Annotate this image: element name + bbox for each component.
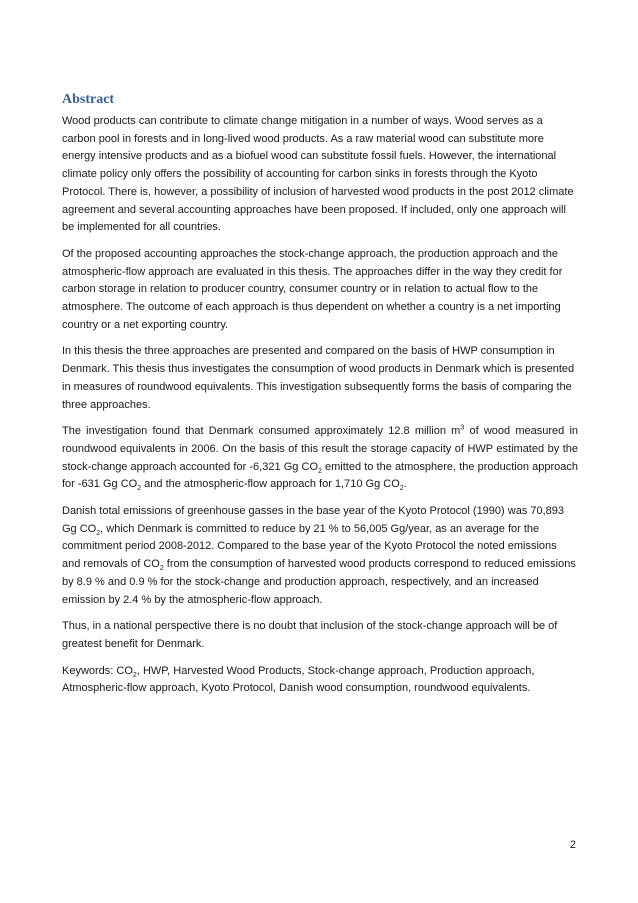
keywords-text-1: Keywords: CO [62,664,133,677]
p5-text-1: Danish total emissions of greenhouse gasses in the base year of the Kyoto Protocol (1990) was 70,893 Gg CO [62,505,565,535]
p4-sub-1: 2 [318,467,322,475]
p5-sub-1: 2 [96,529,101,537]
keywords-paragraph [62,663,578,698]
p4-text-2: of wood measured in roundwood equivalents in 2006. On the basis of this result the storage capacity of HWP estimated by the stock-change approach accounted for -6,321 Gg CO [62,425,578,473]
p4-text-3: emitted to the atmosphere, the production approach for -631 Gg CO [62,460,578,491]
keywords-text-2: , HWP, Harvested Wood Products, Stock-change approach, Production approach, Atmospheric-flow approach, Kyoto Protocol, Danish wood consumption, roundwood equivalents. [62,664,535,695]
p5-sub-2: 2 [159,565,164,573]
abstract-paragraph-1: Wood products can contribute to climate change mitigation in a number of ways. Wood serves as a carbon pool in forests and in long-lived wood products. As a raw material wood can substitute more energy intensive products and as a biofuel wood can substitute fossil fuels. However, the international climate policy only offers the possibility of accounting for carbon sinks in forests through the Kyoto Protocol. There is, however, a possibility of inclusion of harvested wood products in the post 2012 climate agreement and several accounting approaches have been proposed. If included, only one approach will be implemented for all countries. [62,115,574,234]
abstract-paragraph-4 [62,423,578,494]
p5-text-3: from the consumption of harvested wood products correspond to reduced emissions by 8.9 % and 0.9 % for the stock-change and production approach, respectively, and an increased emission by 2.4 % by the atmospheric-flow approach. [62,558,576,606]
keywords-sub-1: 2 [132,671,137,679]
p4-sub-2: 2 [137,485,142,493]
p4-sub-3: 2 [399,485,404,493]
p5-text-2: , which Denmark is committed to reduce by 21 % to 56,005 Gg/year, as an average for the commitment period 2008-2012. Compared to the base year of the Kyoto Protocol the noted emissions and removals of CO [62,522,557,571]
abstract-paragraph-6: Thus, in a national perspective there is no doubt that inclusion of the stock-change approach will be of greatest benefit for Denmark. [62,620,558,650]
p4-sup-1: 3 [460,424,465,432]
p4-text-4: and the atmospheric-flow approach for 1,710 Gg CO [141,478,400,491]
abstract-heading: Abstract [62,92,115,107]
page-number: 2 [569,839,576,851]
abstract-paragraph-2: Of the proposed accounting approaches the stock-change approach, the production approach and the atmospheric-flow approach are evaluated in this thesis. The approaches differ in the way they credit for carbon storage in relation to producer country, consumer country or in relation to actual flow to the atmosphere. The outcome of each approach is thus dependent on whether a country is a net importing country or a net exporting country. [62,247,563,331]
abstract-paragraph-3: In this thesis the three approaches are presented and compared on the basis of HWP consumption in Denmark. This thesis thus investigates the consumption of wood products in Denmark which is presented in measures of roundwood equivalents. This investigation subsequently forms the basis of comparing the three approaches. [62,345,575,411]
abstract-paragraph-5 [62,503,578,609]
p4-text-1: The investigation found that Denmark consumed approximately 12.8 million m [62,425,461,438]
document-page [62,90,578,707]
p4-text-5: . [403,478,407,491]
